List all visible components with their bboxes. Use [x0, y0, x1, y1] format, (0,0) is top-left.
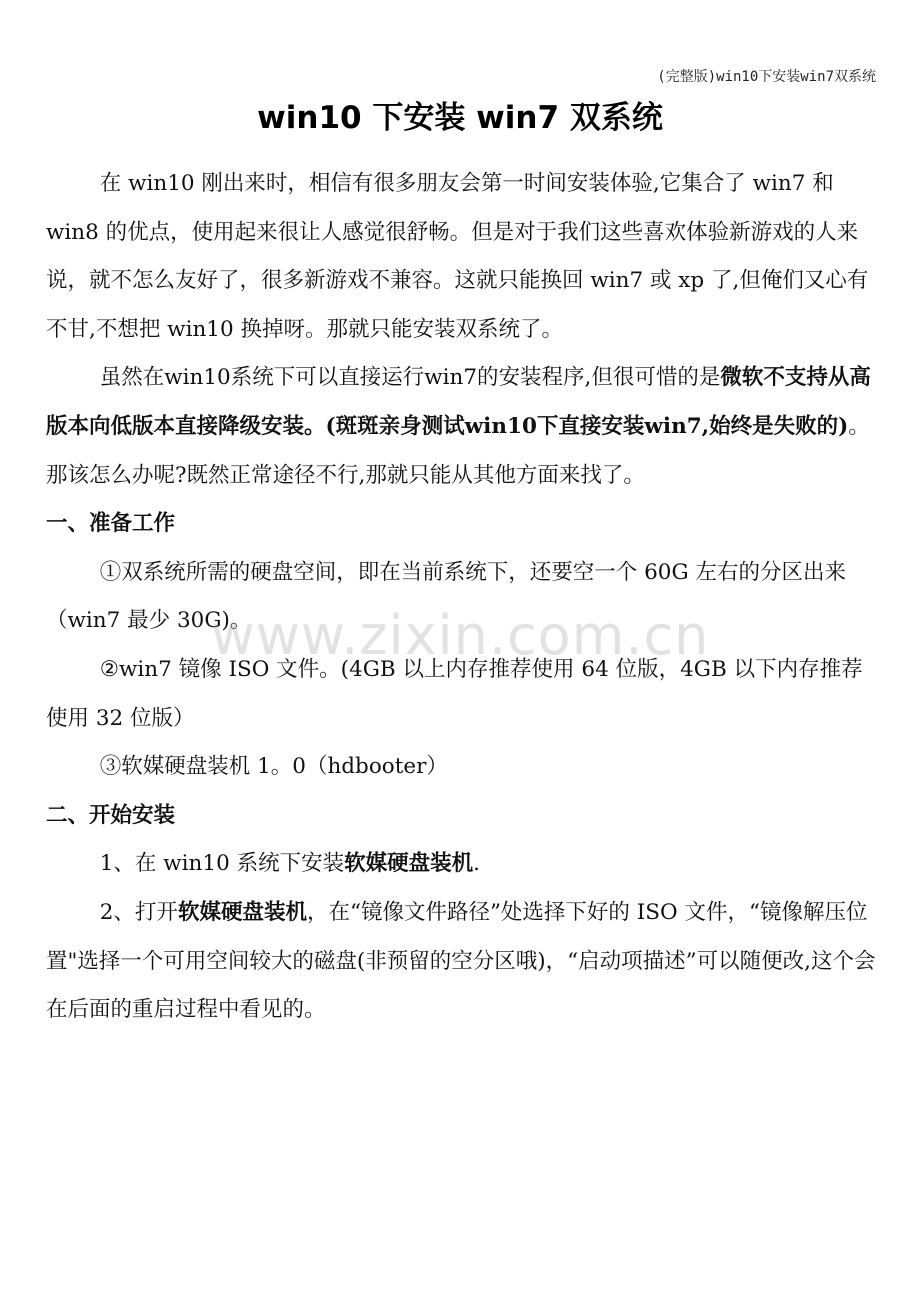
install-step-2-part1: 2、打开: [99, 899, 178, 925]
paragraph-reason-part3: 。那该怎么办呢?既然正常途径不行,那就只能从其他方面来找了。: [46, 413, 870, 488]
section-heading-install: 二、开始安装: [46, 802, 176, 828]
page-title: win10 下安装 win7 双系统: [257, 100, 663, 136]
install-step-1-bold: 软媒硬盘装机: [344, 851, 474, 877]
prepare-item-3: ③软媒硬盘装机 1。0（hdbooter）: [99, 754, 448, 780]
install-step-2-bold: 软媒硬盘装机: [177, 899, 307, 925]
install-step-1-part1: 1、在 win10 系统下安装: [99, 851, 345, 877]
document-body: [46, 160, 878, 1035]
prepare-item-2: ②win7 镜像 ISO 文件。(4GB 以上内存推荐使用 64 位版，4GB 以下内存推荐使用 32 位版）: [46, 656, 863, 731]
section-heading-prepare: 一、准备工作: [46, 511, 176, 537]
prepare-item-1: ①双系统所需的硬盘空间，即在当前系统下，还要空一个 60G 左右的分区出来（win7 最少 30G)。: [46, 559, 846, 634]
install-step-1: [46, 840, 878, 889]
install-step-1-part3: .: [473, 851, 480, 877]
install-step-2-part3: ，在“镜像文件路径”处选择下好的 ISO 文件，“镜像解压位置"选择一个可用空间较大的磁盘(非预留的空分区哦)，“启动项描述”可以随便改,这个会在后面的重启过程中看见的。: [46, 899, 876, 1023]
header-note: (完整版)win10下安装win7双系统: [657, 69, 876, 85]
paragraph-reason: [46, 354, 878, 500]
watermark: www.zixin.com.cn: [210, 604, 710, 667]
paragraph-reason-part1: 虽然在win10系统下可以直接运行win7的安装程序,但很可惜的是: [99, 365, 721, 391]
paragraph-intro: 在 win10 刚出来时，相信有很多朋友会第一时间安装体验,它集合了 win7 和 win8 的优点，使用起来很让人感觉很舒畅。但是对于我们这些喜欢体验新游戏的人来说，就不怎么友好了，很多新游戏不兼容。这就只能换回 win7 或 xp 了,但俺们又心有不甘,不想把 win10 换掉呀。那就只能安装双系统了。: [46, 171, 869, 342]
install-step-2: [46, 889, 878, 1035]
paragraph-reason-bold: 微软不支持从高版本向低版本直接降级安装。(斑斑亲身测试win10下直接安装win7,始终是失败的): [46, 365, 871, 439]
